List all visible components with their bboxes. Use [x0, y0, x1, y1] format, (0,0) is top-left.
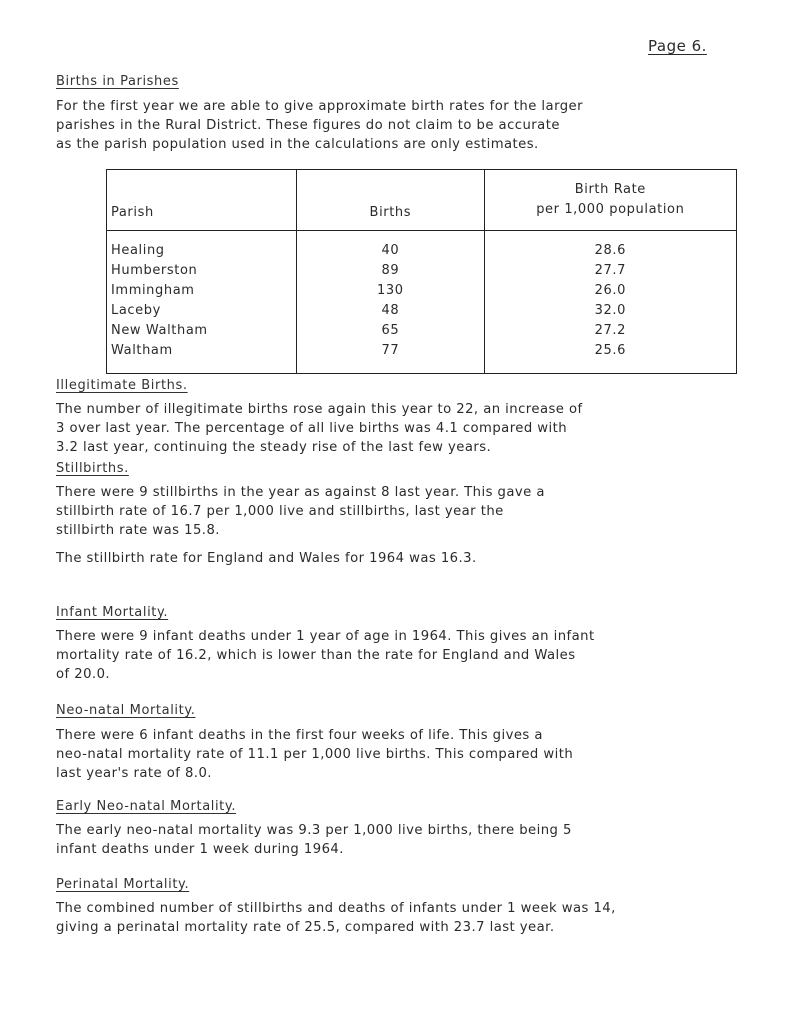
births-intro-paragraph [56, 97, 756, 154]
intro-line: parishes in the Rural District. These figures do not claim to be accurate [56, 118, 560, 133]
paragraph-line: stillbirth rate of 16.7 per 1,000 live and stillbirths, last year the [56, 504, 504, 519]
paragraph-line: The number of illegitimate births rose again this year to 22, an increase of [56, 402, 583, 417]
table-row [107, 301, 737, 321]
table-row [107, 321, 737, 341]
paragraph-line: The stillbirth rate for England and Wales for 1964 was 16.3. [56, 551, 477, 566]
paragraph-line: stillbirth rate was 15.8. [56, 523, 220, 538]
neonatal-mortality-heading: Neo-natal Mortality. [56, 703, 196, 718]
parish-cell: Waltham [107, 341, 297, 374]
neonatal-mortality-paragraph [56, 726, 756, 783]
illegitimate-births-paragraph [56, 400, 756, 457]
table-header-row [107, 170, 737, 231]
parish-cell: Laceby [107, 301, 297, 321]
illegitimate-births-heading: Illegitimate Births. [56, 378, 188, 393]
rate-cell: 32.0 [484, 301, 736, 321]
parish-column-header: Parish [107, 170, 297, 231]
table-row [107, 341, 737, 374]
parish-cell: New Waltham [107, 321, 297, 341]
infant-mortality-paragraph [56, 627, 756, 684]
paragraph-line: last year's rate of 8.0. [56, 766, 212, 781]
paragraph-line: There were 9 stillbirths in the year as against 8 last year. This gave a [56, 485, 545, 500]
paragraph-line: of 20.0. [56, 667, 111, 682]
births-cell: 89 [297, 261, 485, 281]
paragraph-line: The combined number of stillbirths and deaths of infants under 1 week was 14, [56, 901, 616, 916]
births-cell: 77 [297, 341, 485, 374]
rate-cell: 25.6 [484, 341, 736, 374]
perinatal-mortality-paragraph [56, 899, 756, 937]
paragraph-line: There were 9 infant deaths under 1 year of age in 1964. This gives an infant [56, 629, 595, 644]
paragraph-line: There were 6 infant deaths in the first four weeks of life. This gives a [56, 728, 543, 743]
births-cell: 40 [297, 231, 485, 262]
intro-line: For the first year we are able to give approximate birth rates for the larger [56, 99, 583, 114]
early-neonatal-mortality-heading: Early Neo-natal Mortality. [56, 799, 237, 814]
births-in-parishes-heading: Births in Parishes [56, 74, 179, 89]
births-cell: 65 [297, 321, 485, 341]
paragraph-line: giving a perinatal mortality rate of 25.5, compared with 23.7 last year. [56, 920, 555, 935]
rate-cell: 27.2 [484, 321, 736, 341]
paragraph-line: neo-natal mortality rate of 11.1 per 1,000 live births. This compared with [56, 747, 574, 762]
early-neonatal-mortality-paragraph [56, 821, 756, 859]
birth-rate-column-header: Birth Rate per 1,000 population [484, 170, 736, 231]
paragraph-line: 3.2 last year, continuing the steady rise of the last few years. [56, 440, 492, 455]
parish-cell: Humberston [107, 261, 297, 281]
page-number: Page 6. [648, 37, 707, 55]
perinatal-mortality-heading: Perinatal Mortality. [56, 877, 190, 892]
stillbirths-heading: Stillbirths. [56, 461, 129, 476]
rate-cell: 27.7 [484, 261, 736, 281]
births-cell: 130 [297, 281, 485, 301]
intro-line: as the parish population used in the calculations are only estimates. [56, 137, 539, 152]
paragraph-line: The early neo-natal mortality was 9.3 per 1,000 live births, there being 5 [56, 823, 572, 838]
paragraph-line: mortality rate of 16.2, which is lower than the rate for England and Wales [56, 648, 576, 663]
parish-birth-rate-table [106, 169, 737, 374]
table-row [107, 231, 737, 262]
births-cell: 48 [297, 301, 485, 321]
paragraph-line: infant deaths under 1 week during 1964. [56, 842, 344, 857]
paragraph-line: 3 over last year. The percentage of all live births was 4.1 compared with [56, 421, 568, 436]
parish-cell: Healing [107, 231, 297, 262]
births-column-header: Births [297, 170, 485, 231]
infant-mortality-heading: Infant Mortality. [56, 605, 169, 620]
table-row [107, 281, 737, 301]
england-stillbirth-note [56, 549, 756, 568]
rate-cell: 26.0 [484, 281, 736, 301]
parish-cell: Immingham [107, 281, 297, 301]
stillbirths-paragraph [56, 483, 756, 540]
rate-cell: 28.6 [484, 231, 736, 262]
table-row [107, 261, 737, 281]
